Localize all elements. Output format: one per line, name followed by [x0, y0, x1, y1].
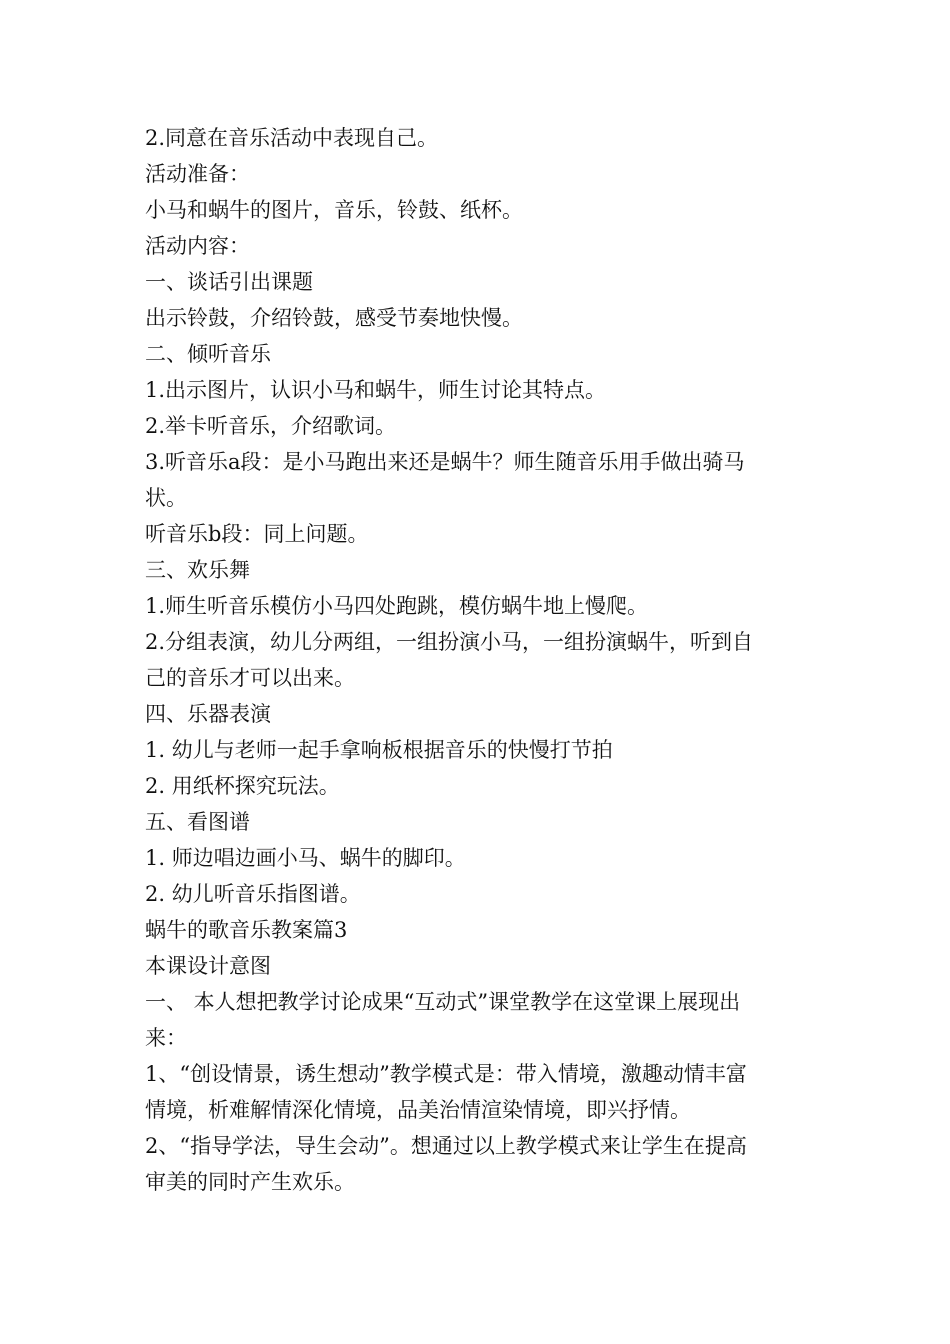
- section-heading: 二、倾听音乐: [145, 342, 271, 366]
- section-label: 活动准备：: [145, 162, 250, 186]
- text-line: 1、“创设情景，诱生想动”教学模式是：带入情境，激趣动情丰富: [145, 1062, 747, 1086]
- text-line: 状。: [145, 486, 187, 510]
- text-line: 2.举卡听音乐，介绍歌词。: [145, 414, 397, 438]
- article-title: 蜗牛的歌音乐教案篇3: [145, 918, 348, 942]
- text-line: 1. 幼儿与老师一起手拿响板根据音乐的快慢打节拍: [145, 738, 613, 762]
- section-heading: 五、看图谱: [145, 810, 250, 834]
- section-heading: 一、谈话引出课题: [145, 270, 313, 294]
- text-line: 己的音乐才可以出来。: [145, 666, 355, 690]
- text-line: 情境，析难解情深化情境，品美治情渲染情境，即兴抒情。: [145, 1098, 691, 1122]
- text-line: 小马和蜗牛的图片，音乐，铃鼓、纸杯。: [145, 198, 523, 222]
- section-heading: 三、欢乐舞: [145, 558, 250, 582]
- text-line: 2.分组表演，幼儿分两组，一组扮演小马，一组扮演蜗牛，听到自: [145, 630, 754, 654]
- text-line: 2.同意在音乐活动中表现自己。: [145, 126, 439, 150]
- section-label: 活动内容：: [145, 234, 250, 258]
- text-line: 一、 本人想把教学讨论成果“互动式”课堂教学在这堂课上展现出: [145, 990, 741, 1014]
- text-line: 3.听音乐a段：是小马跑出来还是蜗牛？师生随音乐用手做出骑马: [145, 450, 745, 474]
- text-line: 2. 用纸杯探究玩法。: [145, 774, 340, 798]
- section-heading: 四、乐器表演: [145, 702, 271, 726]
- document-body: [145, 120, 815, 1200]
- text-line: 出示铃鼓，介绍铃鼓，感受节奏地快慢。: [145, 306, 523, 330]
- text-line: 1.师生听音乐模仿小马四处跑跳，模仿蜗牛地上慢爬。: [145, 594, 649, 618]
- section-label: 本课设计意图: [145, 954, 271, 978]
- text-line: 听音乐b段：同上问题。: [145, 522, 369, 546]
- text-line: 审美的同时产生欢乐。: [145, 1170, 355, 1194]
- text-line: 2. 幼儿听音乐指图谱。: [145, 882, 361, 906]
- text-line: 1.出示图片，认识小马和蜗牛，师生讨论其特点。: [145, 378, 607, 402]
- text-line: 来：: [145, 1026, 187, 1050]
- text-line: 1. 师边唱边画小马、蜗牛的脚印。: [145, 846, 466, 870]
- text-line: 2、“指导学法，导生会动”。想通过以上教学模式来让学生在提高: [145, 1134, 747, 1158]
